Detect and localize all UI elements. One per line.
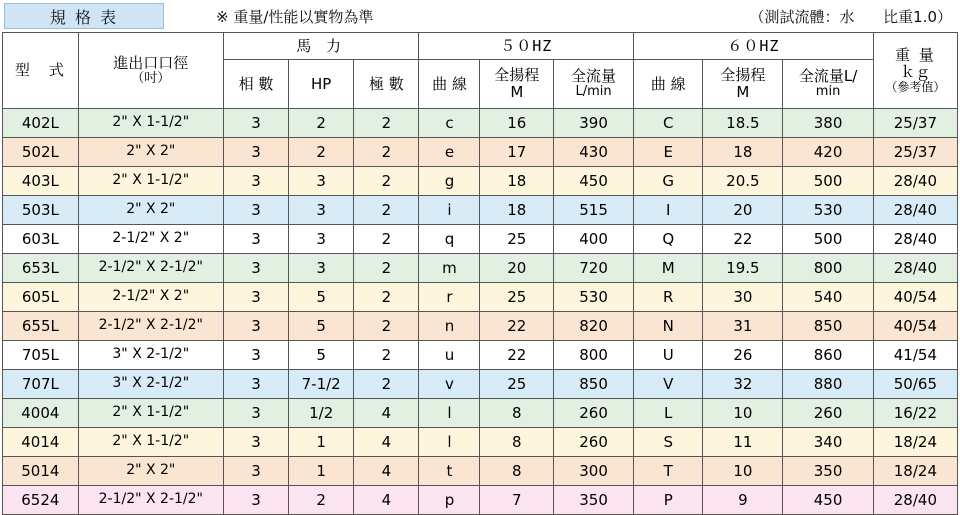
cell-model: 605L	[3, 283, 79, 312]
cell-phase: 3	[223, 457, 288, 486]
cell-model: 6524	[3, 486, 79, 515]
cell-flow-50hz: 720	[554, 254, 634, 283]
cell-flow-50hz: 800	[554, 341, 634, 370]
table-row	[3, 457, 958, 486]
table-row	[3, 109, 958, 138]
cell-weight: 28/40	[873, 225, 957, 254]
flow-60hz-label: 全流量L/	[798, 67, 858, 86]
cell-hp: 5	[289, 312, 354, 341]
cell-curve-60hz: N	[634, 312, 703, 341]
spec-title: 規 格 表	[4, 3, 164, 29]
cell-curve-60hz: L	[634, 399, 703, 428]
cell-port: 2-1/2" X 2-1/2"	[78, 312, 223, 341]
col-header-weight-note: （參考值）	[885, 79, 946, 94]
cell-port: 3" X 2-1/2"	[78, 370, 223, 399]
cell-poles: 2	[354, 312, 419, 341]
col-group-60hz: ６０HZ	[634, 33, 874, 60]
table-row	[3, 225, 958, 254]
table-row	[3, 138, 958, 167]
table-row	[3, 167, 958, 196]
cell-curve-60hz: C	[634, 109, 703, 138]
cell-port: 2" X 1-1/2"	[78, 167, 223, 196]
cell-curve-50hz: l	[419, 399, 480, 428]
cell-head-50hz: 22	[480, 312, 554, 341]
cell-port: 2" X 1-1/2"	[78, 428, 223, 457]
cell-head-50hz: 17	[480, 138, 554, 167]
cell-curve-60hz: U	[634, 341, 703, 370]
cell-phase: 3	[223, 225, 288, 254]
cell-head-60hz: 30	[703, 283, 783, 312]
col-header-curve-50hz: 曲 線	[419, 60, 480, 109]
cell-weight: 28/40	[873, 486, 957, 515]
cell-port: 2-1/2" X 2-1/2"	[78, 254, 223, 283]
cell-flow-50hz: 300	[554, 457, 634, 486]
cell-hp: 1	[289, 428, 354, 457]
cell-hp: 3	[289, 196, 354, 225]
cell-port: 2-1/2" X 2"	[78, 225, 223, 254]
cell-head-60hz: 32	[703, 370, 783, 399]
cell-phase: 3	[223, 109, 288, 138]
cell-head-50hz: 25	[480, 370, 554, 399]
cell-model: 503L	[3, 196, 79, 225]
cell-head-50hz: 8	[480, 428, 554, 457]
cell-model: 707L	[3, 370, 79, 399]
table-row	[3, 486, 958, 515]
cell-port: 2" X 2"	[78, 457, 223, 486]
cell-weight: 50/65	[873, 370, 957, 399]
cell-weight: 40/54	[873, 283, 957, 312]
cell-phase: 3	[223, 341, 288, 370]
cell-flow-60hz: 540	[783, 283, 873, 312]
cell-phase: 3	[223, 486, 288, 515]
cell-flow-60hz: 500	[783, 225, 873, 254]
cell-curve-50hz: n	[419, 312, 480, 341]
cell-port: 2" X 1-1/2"	[78, 399, 223, 428]
cell-poles: 2	[354, 370, 419, 399]
cell-phase: 3	[223, 283, 288, 312]
cell-flow-60hz: 850	[783, 312, 873, 341]
cell-model: 502L	[3, 138, 79, 167]
cell-port: 2" X 2"	[78, 138, 223, 167]
col-group-50hz: ５０HZ	[419, 33, 634, 60]
cell-flow-50hz: 400	[554, 225, 634, 254]
cell-head-60hz: 20.5	[703, 167, 783, 196]
cell-weight: 25/37	[873, 138, 957, 167]
col-header-curve-60hz: 曲 線	[634, 60, 703, 109]
cell-flow-50hz: 515	[554, 196, 634, 225]
head-60hz-unit: M	[736, 83, 750, 101]
cell-flow-60hz: 530	[783, 196, 873, 225]
cell-flow-50hz: 450	[554, 167, 634, 196]
cell-head-60hz: 18.5	[703, 109, 783, 138]
table-row	[3, 254, 958, 283]
cell-flow-60hz: 350	[783, 457, 873, 486]
cell-flow-60hz: 340	[783, 428, 873, 457]
cell-flow-50hz: 530	[554, 283, 634, 312]
cell-hp: 1	[289, 457, 354, 486]
head-60hz-label: 全揚程	[720, 66, 766, 85]
cell-head-50hz: 18	[480, 167, 554, 196]
cell-flow-50hz: 390	[554, 109, 634, 138]
cell-head-60hz: 22	[703, 225, 783, 254]
flow-50hz-label: 全流量	[571, 67, 617, 86]
cell-head-50hz: 25	[480, 225, 554, 254]
cell-port: 2-1/2" X 2"	[78, 283, 223, 312]
cell-hp: 2	[289, 486, 354, 515]
cell-poles: 2	[354, 283, 419, 312]
cell-weight: 28/40	[873, 254, 957, 283]
cell-phase: 3	[223, 370, 288, 399]
cell-flow-50hz: 850	[554, 370, 634, 399]
cell-curve-60hz: G	[634, 167, 703, 196]
cell-model: 4004	[3, 399, 79, 428]
cell-curve-50hz: g	[419, 167, 480, 196]
table-row	[3, 196, 958, 225]
table-body	[3, 109, 958, 515]
cell-model: 5014	[3, 457, 79, 486]
table-row	[3, 370, 958, 399]
cell-weight: 18/24	[873, 428, 957, 457]
table-row	[3, 399, 958, 428]
cell-poles: 2	[354, 167, 419, 196]
cell-head-50hz: 22	[480, 341, 554, 370]
cell-hp: 5	[289, 283, 354, 312]
cell-weight: 40/54	[873, 312, 957, 341]
cell-flow-50hz: 350	[554, 486, 634, 515]
cell-curve-60hz: T	[634, 457, 703, 486]
cell-flow-60hz: 380	[783, 109, 873, 138]
cell-phase: 3	[223, 428, 288, 457]
cell-model: 4014	[3, 428, 79, 457]
cell-phase: 3	[223, 138, 288, 167]
cell-poles: 4	[354, 399, 419, 428]
table-head	[3, 33, 958, 109]
cell-head-50hz: 7	[480, 486, 554, 515]
cell-curve-50hz: c	[419, 109, 480, 138]
cell-curve-50hz: r	[419, 283, 480, 312]
cell-model: 603L	[3, 225, 79, 254]
test-fluid-note: （測試流體：水 比重1.0）	[749, 8, 952, 26]
cell-flow-60hz: 880	[783, 370, 873, 399]
cell-phase: 3	[223, 167, 288, 196]
cell-weight: 28/40	[873, 196, 957, 225]
cell-head-50hz: 18	[480, 196, 554, 225]
table-row	[3, 283, 958, 312]
cell-curve-60hz: V	[634, 370, 703, 399]
cell-poles: 2	[354, 196, 419, 225]
cell-model: 655L	[3, 312, 79, 341]
cell-curve-60hz: S	[634, 428, 703, 457]
cell-flow-60hz: 500	[783, 167, 873, 196]
weight-performance-note: ※ 重量/性能以實物為準	[216, 7, 374, 26]
cell-weight: 18/24	[873, 457, 957, 486]
cell-model: 403L	[3, 167, 79, 196]
cell-head-50hz: 16	[480, 109, 554, 138]
cell-poles: 2	[354, 254, 419, 283]
header-bar	[0, 0, 960, 32]
cell-phase: 3	[223, 196, 288, 225]
cell-poles: 4	[354, 428, 419, 457]
table-row	[3, 312, 958, 341]
cell-head-60hz: 20	[703, 196, 783, 225]
cell-curve-60hz: Q	[634, 225, 703, 254]
cell-flow-50hz: 260	[554, 399, 634, 428]
cell-head-50hz: 20	[480, 254, 554, 283]
cell-poles: 2	[354, 341, 419, 370]
cell-poles: 2	[354, 138, 419, 167]
cell-flow-60hz: 860	[783, 341, 873, 370]
cell-head-50hz: 8	[480, 399, 554, 428]
cell-phase: 3	[223, 312, 288, 341]
cell-hp: 2	[289, 109, 354, 138]
col-header-phase: 相 數	[223, 60, 288, 109]
cell-flow-60hz: 800	[783, 254, 873, 283]
cell-weight: 41/54	[873, 341, 957, 370]
header-row-1	[3, 33, 958, 60]
cell-model: 402L	[3, 109, 79, 138]
cell-port: 2-1/2" X 2-1/2"	[78, 486, 223, 515]
cell-curve-50hz: t	[419, 457, 480, 486]
cell-curve-50hz: m	[419, 254, 480, 283]
cell-curve-50hz: i	[419, 196, 480, 225]
cell-head-60hz: 11	[703, 428, 783, 457]
cell-port: 3" X 2-1/2"	[78, 341, 223, 370]
cell-hp: 3	[289, 225, 354, 254]
col-header-head-60hz	[703, 60, 783, 109]
cell-head-60hz: 19.5	[703, 254, 783, 283]
cell-hp: 3	[289, 167, 354, 196]
cell-weight: 28/40	[873, 167, 957, 196]
cell-phase: 3	[223, 254, 288, 283]
cell-curve-60hz: M	[634, 254, 703, 283]
cell-curve-50hz: l	[419, 428, 480, 457]
head-50hz-unit: M	[510, 83, 524, 101]
cell-flow-50hz: 260	[554, 428, 634, 457]
col-header-weight	[873, 33, 957, 109]
cell-head-60hz: 9	[703, 486, 783, 515]
cell-flow-60hz: 420	[783, 138, 873, 167]
flow-50hz-unit: L/min	[575, 84, 612, 100]
cell-hp: 7-1/2	[289, 370, 354, 399]
cell-flow-50hz: 820	[554, 312, 634, 341]
cell-poles: 4	[354, 457, 419, 486]
cell-head-60hz: 10	[703, 399, 783, 428]
col-header-hp: HP	[289, 60, 354, 109]
col-header-head-50hz	[480, 60, 554, 109]
cell-hp: 1/2	[289, 399, 354, 428]
cell-poles: 4	[354, 486, 419, 515]
specification-table	[2, 32, 958, 515]
cell-head-60hz: 26	[703, 341, 783, 370]
cell-flow-60hz: 450	[783, 486, 873, 515]
cell-phase: 3	[223, 399, 288, 428]
cell-hp: 3	[289, 254, 354, 283]
table-row	[3, 341, 958, 370]
col-header-model: 型 式	[3, 33, 79, 109]
col-header-weight-unit: ｋｇ	[900, 62, 931, 81]
col-header-port	[78, 33, 223, 109]
flow-60hz-unit: min	[815, 84, 841, 100]
cell-curve-60hz: E	[634, 138, 703, 167]
cell-head-60hz: 18	[703, 138, 783, 167]
cell-port: 2" X 1-1/2"	[78, 109, 223, 138]
cell-model: 705L	[3, 341, 79, 370]
cell-curve-60hz: P	[634, 486, 703, 515]
col-header-weight-label: 重 量	[895, 45, 936, 64]
cell-flow-60hz: 260	[783, 399, 873, 428]
col-header-flow-60hz	[783, 60, 873, 109]
cell-curve-50hz: v	[419, 370, 480, 399]
cell-weight: 16/22	[873, 399, 957, 428]
cell-head-60hz: 10	[703, 457, 783, 486]
cell-head-50hz: 25	[480, 283, 554, 312]
cell-flow-50hz: 430	[554, 138, 634, 167]
cell-curve-60hz: R	[634, 283, 703, 312]
col-header-flow-50hz	[554, 60, 634, 109]
cell-head-50hz: 8	[480, 457, 554, 486]
cell-curve-50hz: e	[419, 138, 480, 167]
cell-curve-50hz: u	[419, 341, 480, 370]
head-50hz-label: 全揚程	[494, 66, 540, 85]
cell-head-60hz: 31	[703, 312, 783, 341]
cell-weight: 25/37	[873, 109, 957, 138]
cell-model: 653L	[3, 254, 79, 283]
cell-poles: 2	[354, 225, 419, 254]
col-header-port-unit: （吋）	[131, 70, 171, 86]
cell-curve-50hz: q	[419, 225, 480, 254]
col-header-port-label: 進出口口徑	[113, 53, 189, 72]
table-row	[3, 428, 958, 457]
cell-poles: 2	[354, 109, 419, 138]
cell-curve-60hz: I	[634, 196, 703, 225]
cell-port: 2" X 2"	[78, 196, 223, 225]
cell-curve-50hz: p	[419, 486, 480, 515]
cell-hp: 5	[289, 341, 354, 370]
col-header-poles: 極 數	[354, 60, 419, 109]
cell-hp: 2	[289, 138, 354, 167]
col-group-hp: 馬 力	[223, 33, 419, 60]
